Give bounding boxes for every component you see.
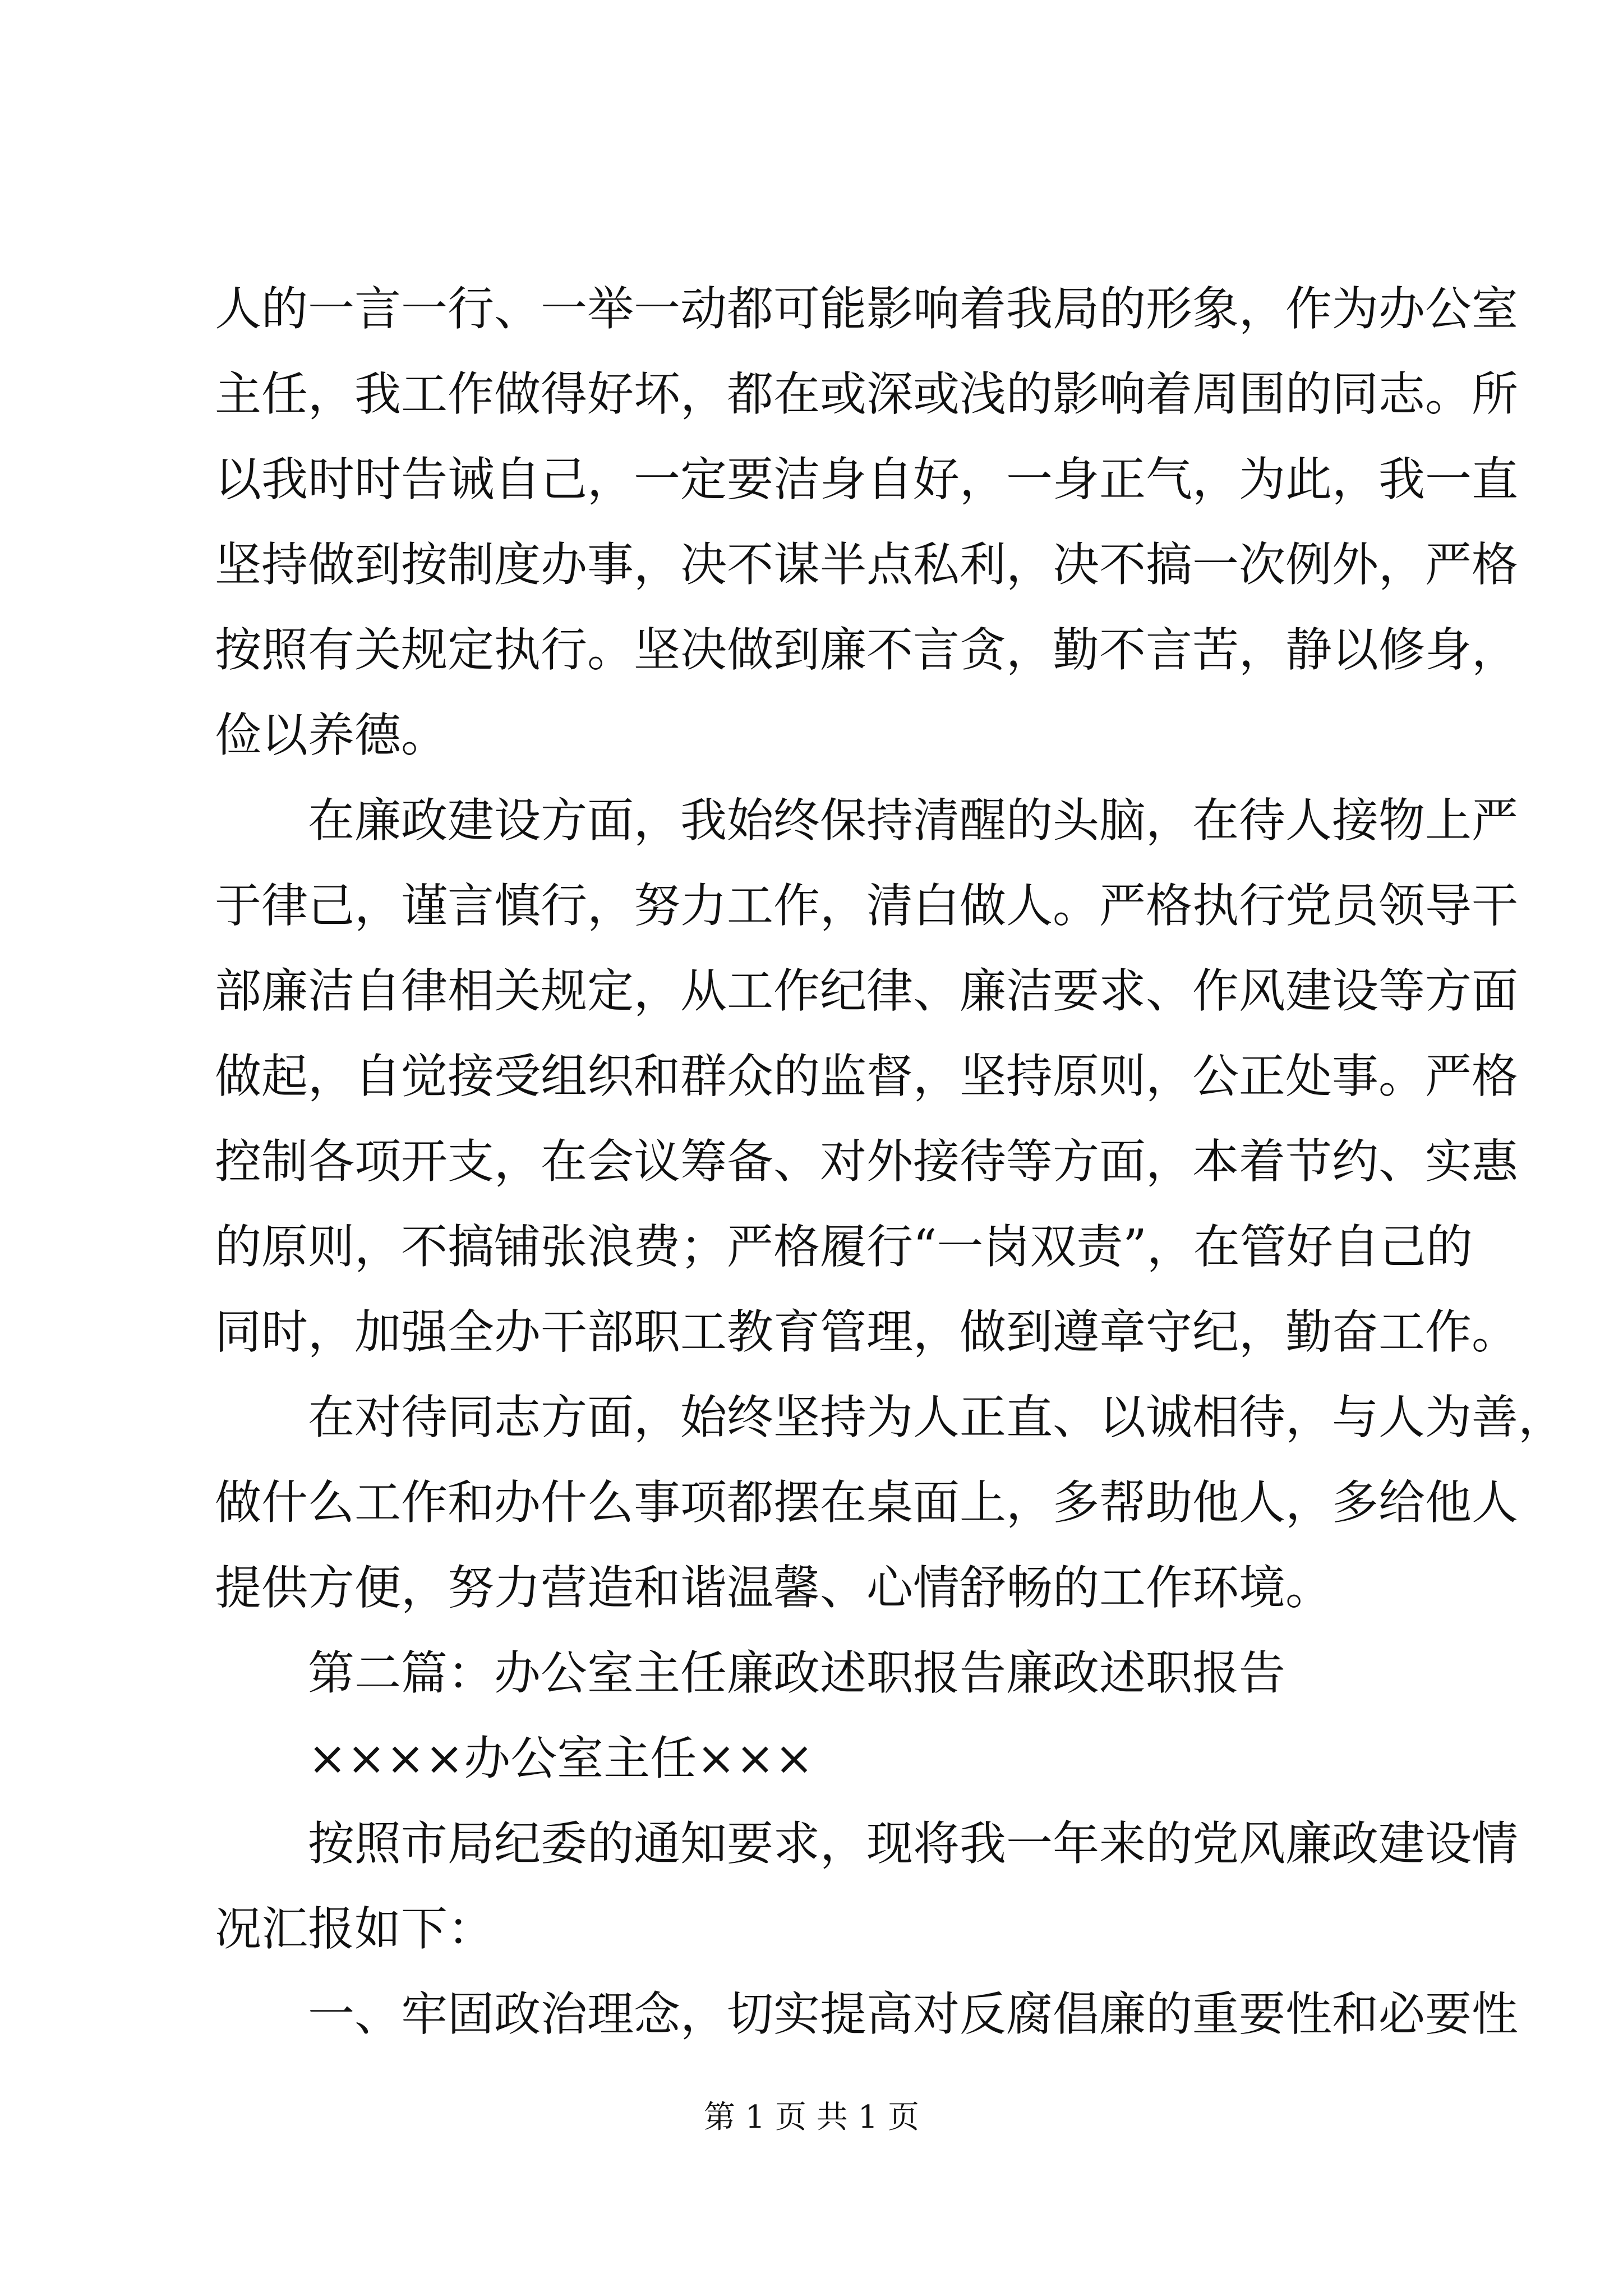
text-line: 同时，加强全办干部职工教育管理，做到遵章守纪，勤奋工作。 [215,1305,1518,1359]
text-line: 做什么工作和办什么事项都摆在桌面上，多帮助他人，多给他人 [215,1475,1518,1530]
text-line: 控制各项开支，在会议筹备、对外接待等方面，本着节约、实惠 [215,1134,1518,1189]
text-line: 提供方便，努力营造和谐温馨、心情舒畅的工作环境。 [215,1561,1332,1615]
paragraph-start: 在廉政建设方面，我始终保持清醒的头脑，在待人接物上严 [308,793,1518,848]
text-line: 俭以养德。 [215,708,448,762]
text-line: 部廉洁自律相关规定，从工作纪律、廉洁要求、作风建设等方面 [215,964,1518,1018]
section-heading: 第二篇：办公室主任廉政述职报告廉政述职报告 [308,1646,1285,1700]
text-line: 坚持做到按制度办事，决不谋半点私利，决不搞一次例外，严格 [215,537,1518,592]
page-footer: 第 1 页 共 1 页 [703,2099,920,2136]
paragraph-start: 按照市局纪委的通知要求，现将我一年来的党风廉政建设情 [308,1816,1518,1871]
text-line: 做起，自觉接受组织和群众的监督，坚持原则，公正处事。严格 [215,1049,1518,1103]
paragraph-start: 在对待同志方面，始终坚持为人正直、以诚相待，与人为善， [308,1390,1565,1444]
author-line: ××××办公室主任××× [308,1731,814,1786]
subsection-heading: 一、牢固政治理念，切实提高对反腐倡廉的重要性和必要性 [308,1987,1518,2041]
text-line: 主任，我工作做得好坏，都在或深或浅的影响着周围的同志。所 [215,367,1518,421]
text-line: 况汇报如下： [215,1902,494,1956]
text-line: 于律己，谨言慎行，努力工作，清白做人。严格执行党员领导干 [215,878,1518,933]
text-line: 按照有关规定执行。坚决做到廉不言贪，勤不言苦，静以修身， [215,623,1518,677]
text-line: 的原则，不搞铺张浪费；严格履行“一岗双责”，在管好自己的 [215,1220,1473,1274]
text-line: 以我时时告诫自己，一定要洁身自好，一身正气，为此，我一直 [215,452,1518,507]
text-line: 人的一言一行、一举一动都可能影响着我局的形象，作为办公室 [215,282,1518,336]
